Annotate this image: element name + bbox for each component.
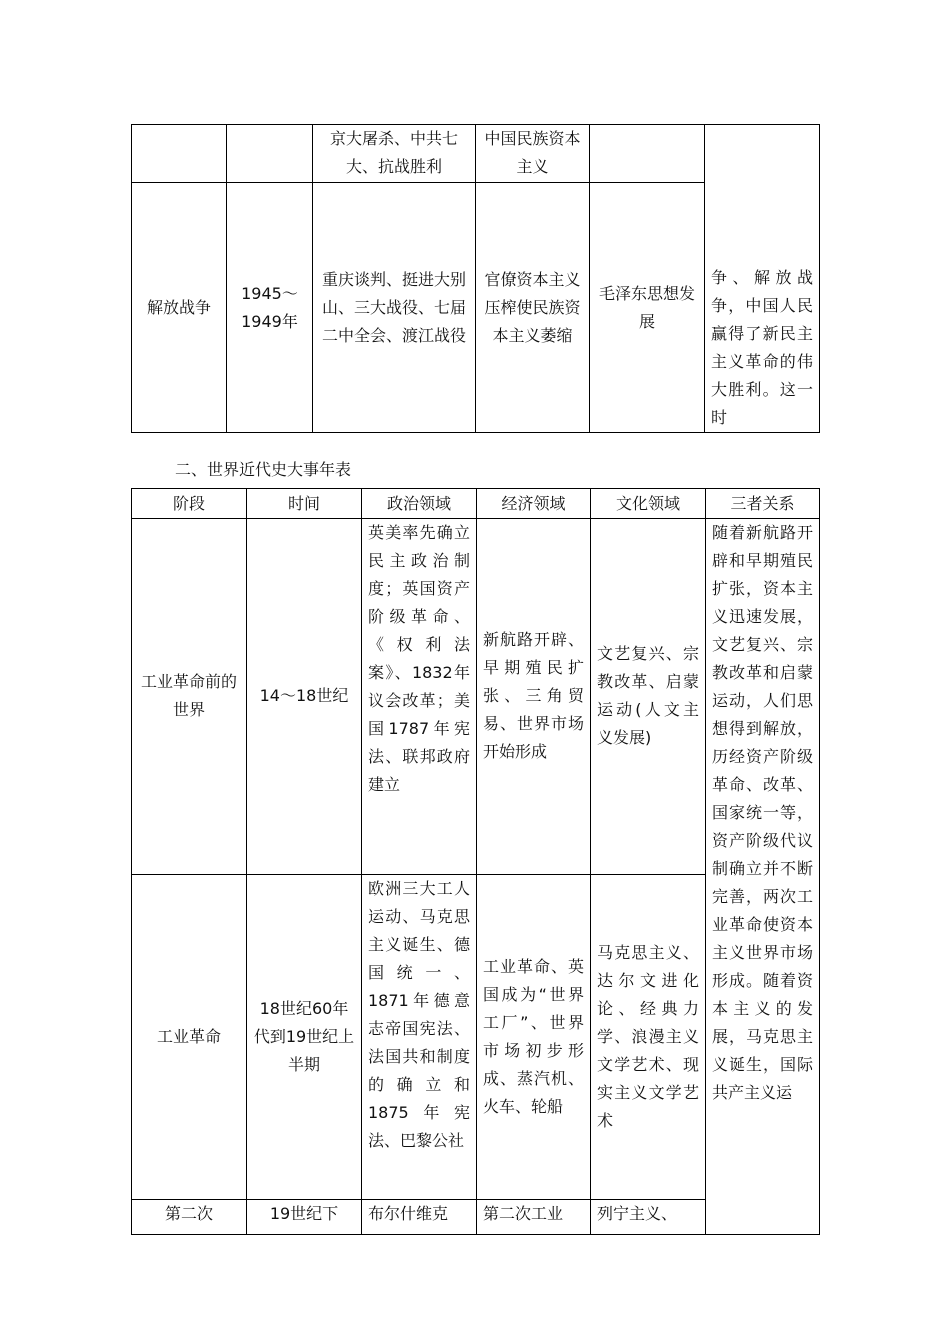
cell-stage: 工业革命 xyxy=(132,874,247,1199)
cell-relation: 随着新航路开辟和早期殖民扩张，资本主义迅速发展，文艺复兴、宗教改革和启蒙运动，人们思想得到解放，历经资产阶级革命、改革、国家统一等，资产阶级代议制确立并不断完善，两次工业革命使资本主义世界市场形成。随着资本主义的发展，马克思主义诞生，国际共产主义运 xyxy=(706,519,820,1235)
header-economy: 经济领域 xyxy=(477,489,591,519)
cell-time: 19世纪下 xyxy=(247,1199,362,1234)
cell-economy: 工业革命、英国成为“世界工厂”、世界市场初步形成、蒸汽机、火车、轮船 xyxy=(477,874,591,1199)
cell-stage: 解放战争 xyxy=(132,183,227,433)
cell-stage: 工业革命前的世界 xyxy=(132,519,247,875)
cell-culture: 马克思主义、达尔文进化论、经典力学、浪漫主义文学艺术、现实主义文学艺术 xyxy=(591,874,706,1199)
cell-economy: 官僚资本主义压榨使民族资本主义萎缩 xyxy=(476,183,590,433)
cell-politics: 布尔什维克 xyxy=(362,1199,477,1234)
section-title: 二、世界近代史大事年表 xyxy=(175,460,352,479)
cell-relation: 争、解放战争，中国人民赢得了新民主主义革命的伟大胜利。这一时 xyxy=(705,125,820,433)
cell-stage xyxy=(132,125,227,183)
cell-culture: 文艺复兴、宗教改革、启蒙运动(人文主义发展) xyxy=(591,519,706,875)
china-history-table-continued xyxy=(131,124,820,433)
cell-economy: 中国民族资本主义 xyxy=(476,125,590,183)
table-header-row xyxy=(132,489,820,519)
cell-time: 14～18世纪 xyxy=(247,519,362,875)
cell-politics: 英美率先确立民主政治制度；英国资产阶级革命、《权利法案》、1832年议会改革；美国1787年宪法、联邦政府建立 xyxy=(362,519,477,875)
cell-politics: 欧洲三大工人运动、马克思主义诞生、德国统一、1871年德意志帝国宪法、法国共和制度的确立和1875年宪法、巴黎公社 xyxy=(362,874,477,1199)
cell-events: 重庆谈判、挺进大别山、三大战役、七届二中全会、渡江战役 xyxy=(313,183,476,433)
cell-time xyxy=(227,125,313,183)
cell-time: 18世纪60年代到19世纪上半期 xyxy=(247,874,362,1199)
cell-economy: 新航路开辟、早期殖民扩张、三角贸易、世界市场开始形成 xyxy=(477,519,591,875)
cell-stage: 第二次 xyxy=(132,1199,247,1234)
cell-time: 1945～1949年 xyxy=(227,183,313,433)
cell-events: 京大屠杀、中共七大、抗战胜利 xyxy=(313,125,476,183)
cell-economy: 第二次工业 xyxy=(477,1199,591,1234)
cell-culture: 毛泽东思想发展 xyxy=(590,183,705,433)
header-politics: 政治领域 xyxy=(362,489,477,519)
header-relation: 三者关系 xyxy=(706,489,820,519)
header-time: 时间 xyxy=(247,489,362,519)
table-row xyxy=(132,125,820,183)
header-stage: 阶段 xyxy=(132,489,247,519)
cell-culture xyxy=(590,125,705,183)
cell-culture: 列宁主义、 xyxy=(591,1199,706,1234)
table-row xyxy=(132,519,820,875)
world-history-table xyxy=(131,488,820,1235)
header-culture: 文化领域 xyxy=(591,489,706,519)
